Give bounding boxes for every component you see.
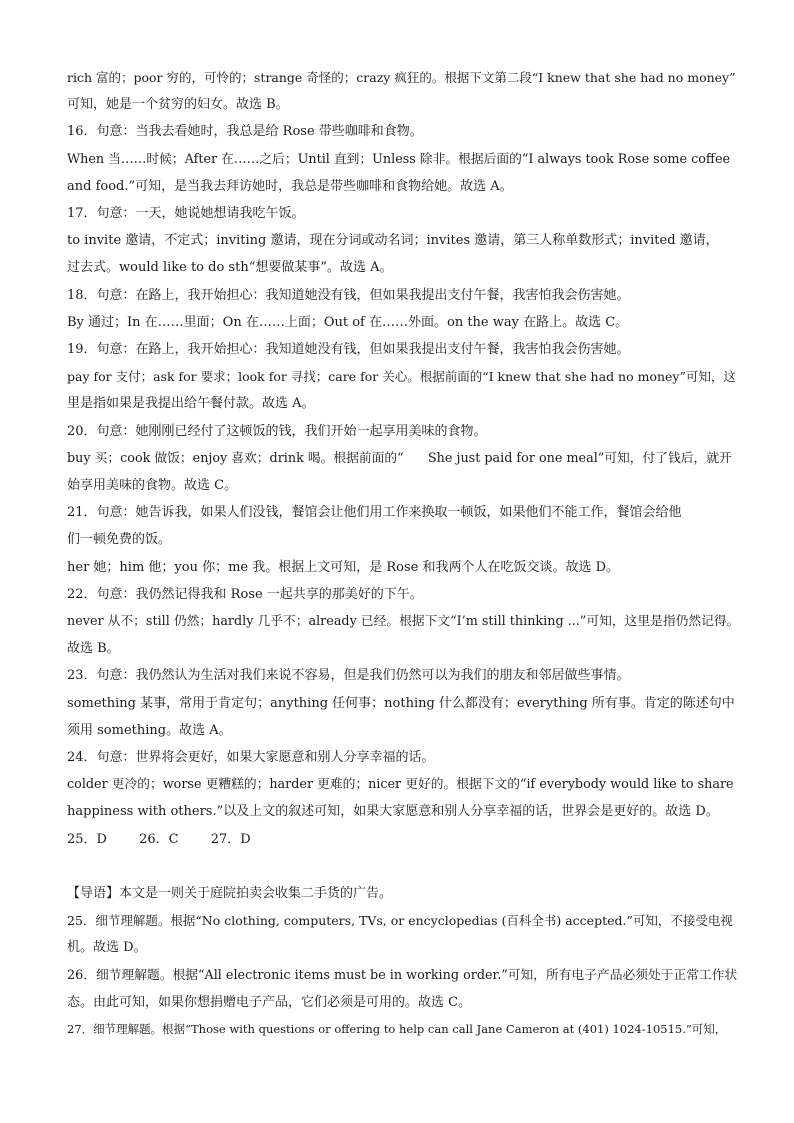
question-23: 23．句意：我仍然认为生活对我们来说不容易，但是我们仍然可以为我们的朋友和邻居做些事情。 — [67, 668, 630, 684]
text-line: 始享用美味的食物。故选 C。 — [67, 478, 238, 494]
text-line: her 她；him 他；you 你；me 我。根据上文可知，是 Rose 和我两个人在吃饭交谈。故选 D。 — [67, 559, 620, 575]
text-line: rich 富的；poor 穷的，可怜的；strange 奇怪的；crazy 疯狂的。根据下文第二段“I knew that she had no money” — [67, 70, 736, 85]
question-17: 17．句意：一天，她说她想请我吃午饭。 — [67, 206, 305, 222]
question-18: 18．句意：在路上，我开始担心：我知道她没有钱，但如果我提出支付午餐，我害怕我会伤害她。 — [67, 287, 630, 303]
question-22: 22．句意：我仍然记得我和 Rose 一起共享的那美好的下午。 — [67, 586, 423, 602]
blank-line — [67, 853, 739, 880]
text-line: 态。由此可知，如果你想捐赠电子产品，它们必须是可用的。故选 C。 — [67, 994, 472, 1010]
text-line: and food.”可知，是当我去拜访她时，我总是带些咖啡和食物给她。故选 A。 — [67, 178, 513, 194]
text-line: buy 买；cook 做饭；enjoy 喜欢；drink 喝。根据前面的“ She just paid for one meal”可知，付了钱后，就开 — [67, 450, 732, 466]
question-20: 20．句意：她刚刚已经付了这顿饭的钱，我们开始一起享用美味的食物。 — [67, 423, 487, 439]
question-24: 24．句意：世界将会更好，如果大家愿意和别人分享幸福的话。 — [67, 750, 435, 766]
text-line: colder 更冷的；worse 更糟糕的；harder 更难的；nicer 更好的。根据下文的“if everybody would like to share — [67, 777, 734, 793]
question-27-explanation: 27．细节理解题。根据“Those with questions or offering to help can call Jane Cameron at (401) 1024-10515.”可知， — [67, 1022, 727, 1037]
text-line: By 通过；In 在……里面；On 在……上面；Out of 在……外面。on the way 在路上。故选 C。 — [67, 314, 629, 330]
text-line: something 某事，常用于肯定句；anything 任何事；nothing 什么都没有；everything 所有事。肯定的陈述句中 — [67, 695, 735, 711]
document-page — [67, 64, 739, 1043]
text-line: 过去式。would like to do sth“想要做某事”。故选 A。 — [67, 260, 393, 276]
answer-25: 25．D — [67, 831, 107, 847]
text-line: happiness with others.”以及上文的叙述可知，如果大家愿意和别人分享幸福的话，世界会是更好的。故选 D。 — [67, 804, 719, 820]
answer-key — [67, 826, 739, 853]
text-line: 可知，她是一个贫穷的妇女。故选 B。 — [67, 97, 289, 113]
text-line: 机。故选 D。 — [67, 940, 147, 956]
text-line: 里是指如果是我提出给午餐付款。故选 A。 — [67, 396, 315, 412]
text-line: to invite 邀请，不定式；inviting 邀请，现在分词或动名词；invites 邀请，第三人称单数形式；invited 邀请， — [67, 233, 719, 249]
text-line: 故选 B。 — [67, 641, 120, 657]
question-19: 19．句意：在路上，我开始担心：我知道她没有钱，但如果我提出支付午餐，我害怕我会伤害她。 — [67, 342, 630, 358]
question-16: 16．句意：当我去看她时，我总是给 Rose 带些咖啡和食物。 — [67, 124, 423, 140]
section-intro: 【导语】本文是一则关于庭院拍卖会收集二手货的广告。 — [67, 886, 393, 902]
question-26-explanation: 26．细节理解题。根据“All electronic items must be in working order.”可知，所有电子产品必须处于正常工作状 — [67, 967, 738, 983]
text-line: 须用 something。故选 A。 — [67, 722, 232, 738]
question-21: 21．句意：她告诉我，如果人们没钱，餐馆会让他们用工作来换取一顿饭，如果他们不能工作，餐馆会给他 — [67, 505, 682, 521]
text-line: pay for 支付；ask for 要求；look for 寻找；care for 关心。根据前面的“I knew that she had no money”可知，这 — [67, 369, 736, 385]
question-25-explanation: 25．细节理解题。根据“No clothing, computers, TVs, or encyclopedias (百科全书) accepted.”可知，不接受电视 — [67, 913, 733, 929]
answer-27: 27．D — [210, 831, 251, 847]
answer-26: 26．C — [139, 831, 179, 847]
text-line: 们一顿免费的饭。 — [67, 532, 172, 548]
text-line: When 当……时候；After 在……之后；Until 直到；Unless 除非。根据后面的“I always took Rose some coffee — [67, 151, 731, 167]
text-line: never 从不；still 仍然；hardly 几乎不；already 已经。根据下文“I’m still thinking ...”可知，这里是指仍然记得。 — [67, 614, 740, 630]
